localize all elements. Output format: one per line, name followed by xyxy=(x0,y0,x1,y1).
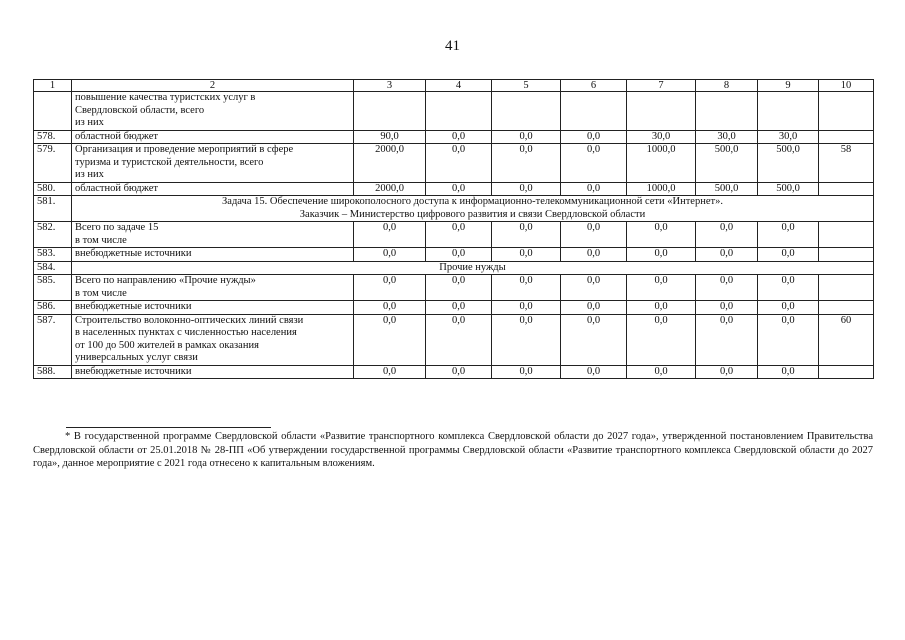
value-cell: 500,0 xyxy=(696,144,758,183)
page-number: 41 xyxy=(445,38,460,54)
value-cell xyxy=(758,92,819,131)
row-name xyxy=(72,130,354,144)
section-row xyxy=(34,261,874,275)
value-cell: 0,0 xyxy=(758,222,819,248)
value-cell: 0,0 xyxy=(561,314,627,365)
row-name xyxy=(72,182,354,196)
value-cell: 0,0 xyxy=(758,248,819,262)
value-cell xyxy=(354,92,426,131)
footnote-text: * В государственной программе Свердловской области «Развитие транспортного комплекса Свердловской области до 2027 года», утвержденной постановлением Правительства Свердловской области от 25.01.2018 № 28-ПП «Об утверждении государственной программы Свердловской области «Развитие транспортного комплекса Свердловской области до 2027 года», данное мероприятие с 2021 года отнесено к капитальным вложениям. xyxy=(33,431,873,469)
value-cell: 0,0 xyxy=(627,365,696,379)
row-name xyxy=(72,314,354,365)
value-cell: 0,0 xyxy=(492,314,561,365)
row-name-line: туризма и туристской деятельности, всего xyxy=(75,156,264,168)
row-name-line: Всего по задаче 15 xyxy=(75,222,159,233)
row-name-line: Всего по направлению «Прочие нужды» xyxy=(75,275,256,286)
section-title-line: Прочие нужды xyxy=(439,261,506,273)
row-name xyxy=(72,222,354,248)
table-row xyxy=(34,130,874,144)
row-name xyxy=(72,301,354,315)
table-row xyxy=(34,92,874,131)
note-cell: 60 xyxy=(819,314,874,365)
value-cell: 0,0 xyxy=(627,222,696,248)
row-name-line: в населенных пунктах с численностью населения xyxy=(75,327,297,338)
value-cell: 0,0 xyxy=(426,248,492,262)
value-cell: 0,0 xyxy=(492,365,561,379)
row-number: 582. xyxy=(34,222,72,248)
value-cell: 0,0 xyxy=(492,222,561,248)
row-number: 586. xyxy=(34,301,72,315)
value-cell: 0,0 xyxy=(561,301,627,315)
note-cell xyxy=(819,301,874,315)
row-name-line: областной бюджет xyxy=(75,182,158,194)
value-cell: 30,0 xyxy=(627,130,696,144)
row-number: 587. xyxy=(34,314,72,365)
note-cell xyxy=(819,222,874,248)
note-cell: 58 xyxy=(819,144,874,183)
row-name-line: повышение качества туристских услуг в xyxy=(75,92,256,103)
column-header: 2 xyxy=(72,80,354,92)
row-name-line: от 100 до 500 жителей в рамках оказания xyxy=(75,339,259,351)
row-name-line: внебюджетные источники xyxy=(75,301,192,312)
value-cell: 0,0 xyxy=(696,301,758,315)
footnote-separator xyxy=(66,427,271,428)
value-cell: 0,0 xyxy=(354,301,426,315)
value-cell: 2000,0 xyxy=(354,144,426,183)
table-row xyxy=(34,144,874,183)
budget-table xyxy=(33,79,874,379)
note-cell xyxy=(819,92,874,131)
section-title xyxy=(72,196,874,222)
row-name-line: универсальных услуг связи xyxy=(75,352,198,363)
column-header: 6 xyxy=(561,80,627,92)
section-title-line: Заказчик – Министерство цифрового развития и связи Свердловской области xyxy=(299,208,646,220)
note-cell xyxy=(819,182,874,196)
value-cell: 500,0 xyxy=(758,144,819,183)
value-cell: 0,0 xyxy=(561,144,627,183)
value-cell: 0,0 xyxy=(758,314,819,365)
row-number xyxy=(34,92,72,131)
value-cell: 0,0 xyxy=(492,248,561,262)
column-header: 10 xyxy=(819,80,874,92)
value-cell: 0,0 xyxy=(426,301,492,315)
value-cell: 0,0 xyxy=(561,182,627,196)
row-name xyxy=(72,144,354,183)
value-cell: 0,0 xyxy=(492,130,561,144)
value-cell: 0,0 xyxy=(696,222,758,248)
note-cell xyxy=(819,130,874,144)
value-cell: 0,0 xyxy=(354,275,426,301)
value-cell: 0,0 xyxy=(492,275,561,301)
row-name-line: Строительство волоконно-оптических линий связи xyxy=(75,314,304,326)
row-number: 588. xyxy=(34,365,72,379)
row-name xyxy=(72,92,354,131)
value-cell xyxy=(627,92,696,131)
value-cell: 2000,0 xyxy=(354,182,426,196)
value-cell: 0,0 xyxy=(561,248,627,262)
column-header: 9 xyxy=(758,80,819,92)
table-row xyxy=(34,365,874,379)
row-name-line: областной бюджет xyxy=(75,130,158,142)
value-cell: 0,0 xyxy=(627,301,696,315)
value-cell: 500,0 xyxy=(696,182,758,196)
value-cell: 0,0 xyxy=(561,130,627,144)
row-number: 585. xyxy=(34,275,72,301)
value-cell: 500,0 xyxy=(758,182,819,196)
value-cell: 0,0 xyxy=(758,301,819,315)
value-cell: 0,0 xyxy=(426,182,492,196)
row-number: 581. xyxy=(34,196,72,222)
column-header: 5 xyxy=(492,80,561,92)
value-cell: 0,0 xyxy=(696,314,758,365)
value-cell: 0,0 xyxy=(426,222,492,248)
value-cell: 0,0 xyxy=(696,248,758,262)
column-number-row xyxy=(34,80,874,92)
value-cell: 0,0 xyxy=(758,275,819,301)
value-cell xyxy=(696,92,758,131)
note-cell xyxy=(819,275,874,301)
section-row xyxy=(34,196,874,222)
value-cell: 30,0 xyxy=(758,130,819,144)
value-cell xyxy=(561,92,627,131)
column-header: 3 xyxy=(354,80,426,92)
value-cell: 1000,0 xyxy=(627,182,696,196)
value-cell: 0,0 xyxy=(354,365,426,379)
value-cell: 0,0 xyxy=(354,222,426,248)
value-cell: 0,0 xyxy=(492,182,561,196)
row-name-line: в том числе xyxy=(75,234,127,246)
row-name-line: из них xyxy=(75,117,104,128)
row-name xyxy=(72,275,354,301)
value-cell: 0,0 xyxy=(561,275,627,301)
table-row xyxy=(34,182,874,196)
row-name-line: из них xyxy=(75,169,104,180)
column-header: 4 xyxy=(426,80,492,92)
value-cell: 0,0 xyxy=(426,275,492,301)
value-cell: 0,0 xyxy=(426,365,492,379)
row-number: 579. xyxy=(34,144,72,183)
row-name-line: внебюджетные источники xyxy=(75,365,192,377)
row-number: 584. xyxy=(34,261,72,275)
row-number: 580. xyxy=(34,182,72,196)
section-title-line: Задача 15. Обеспечение широкополосного доступа к информационно-телекоммуникационной сети «Интернет». xyxy=(222,196,723,207)
value-cell: 90,0 xyxy=(354,130,426,144)
value-cell: 0,0 xyxy=(561,222,627,248)
note-cell xyxy=(819,365,874,379)
value-cell: 0,0 xyxy=(426,314,492,365)
value-cell: 0,0 xyxy=(426,130,492,144)
value-cell: 0,0 xyxy=(627,275,696,301)
value-cell: 0,0 xyxy=(492,144,561,183)
table-row xyxy=(34,275,874,301)
table-row xyxy=(34,248,874,262)
row-number: 578. xyxy=(34,130,72,144)
row-number: 583. xyxy=(34,248,72,262)
value-cell: 0,0 xyxy=(627,248,696,262)
value-cell: 0,0 xyxy=(561,365,627,379)
value-cell: 0,0 xyxy=(696,365,758,379)
value-cell: 0,0 xyxy=(758,365,819,379)
column-header: 1 xyxy=(34,80,72,92)
value-cell: 1000,0 xyxy=(627,144,696,183)
row-name-line: Организация и проведение мероприятий в сфере xyxy=(75,144,294,155)
value-cell: 0,0 xyxy=(354,248,426,262)
row-name xyxy=(72,248,354,262)
column-header: 7 xyxy=(627,80,696,92)
note-cell xyxy=(819,248,874,262)
value-cell xyxy=(426,92,492,131)
value-cell: 0,0 xyxy=(627,314,696,365)
section-title xyxy=(72,261,874,275)
table-row xyxy=(34,222,874,248)
value-cell xyxy=(492,92,561,131)
value-cell: 0,0 xyxy=(426,144,492,183)
column-header: 8 xyxy=(696,80,758,92)
value-cell: 30,0 xyxy=(696,130,758,144)
value-cell: 0,0 xyxy=(696,275,758,301)
row-name-line: Свердловской области, всего xyxy=(75,104,205,116)
value-cell: 0,0 xyxy=(354,314,426,365)
table-body xyxy=(34,92,874,379)
row-name-line: внебюджетные источники xyxy=(75,248,192,259)
table-row xyxy=(34,314,874,365)
table-row xyxy=(34,301,874,315)
row-name xyxy=(72,365,354,379)
row-name-line: в том числе xyxy=(75,287,127,299)
value-cell: 0,0 xyxy=(492,301,561,315)
